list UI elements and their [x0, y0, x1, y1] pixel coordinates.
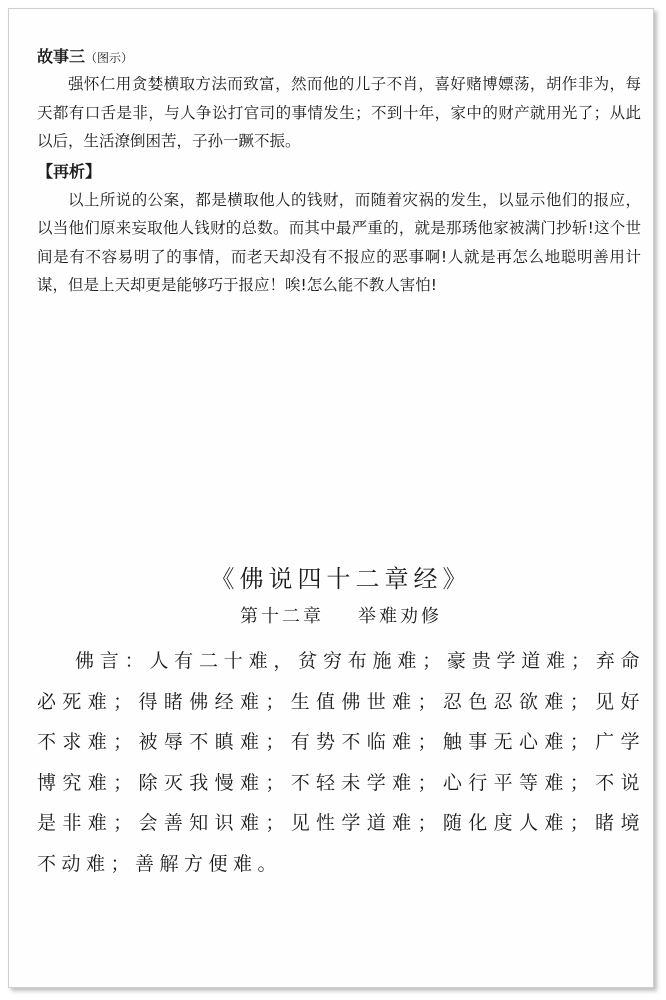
chapter-title: 举难劝修 [358, 606, 442, 627]
sutra-section [37, 559, 645, 884]
sutra-text: 佛言：人有二十难，贫穷布施难；豪贵学道难；弃命必死难；得睹佛经难；生值佛世难；忍色忍欲难；见好不求难；被辱不瞋难；有势不临难；触事无心难；广学博究难；除灭我慢难；不轻未学难；心行平等难；不说是非难；会善知识难；见性学道难；随化度人难；睹境不动难；善解方便难。 [37, 650, 645, 875]
chapter-number: 第十二章 [240, 606, 324, 627]
story-section [37, 45, 641, 300]
story-paragraph: 强怀仁用贪婪横取方法而致富，然而他的儿子不肖，喜好赌博嫖荡，胡作非为，每天都有口舌是非，与人争讼打官司的事情发生；不到十年，家中的财产就用光了；从此以后，生活潦倒困苦，子孙一蹶不振。 [37, 75, 641, 150]
page-frame [8, 8, 654, 988]
story-heading-note: （图示） [85, 51, 134, 65]
analysis-paragraph: 以上所说的公案，都是横取他人的钱财，而随着灾祸的发生，以显示他们的报应，以当他们原来妄取他人钱财的总数。而其中最严重的，就是那琇他家被满门抄斩!这个世间是有不容易明了的事情，而老天却没有不报应的恶事啊!人就是再怎么地聪明善用计谋，但是上天却更是能够巧于报应！唉!怎么能不教人害怕! [37, 190, 641, 294]
story-heading-title: 故事三 [37, 47, 86, 66]
story-heading [37, 45, 641, 70]
analysis-heading: 【再析】 [37, 161, 102, 181]
sutra-title: 《佛说四十二章经》 [210, 565, 472, 593]
chapter-line [37, 599, 645, 635]
